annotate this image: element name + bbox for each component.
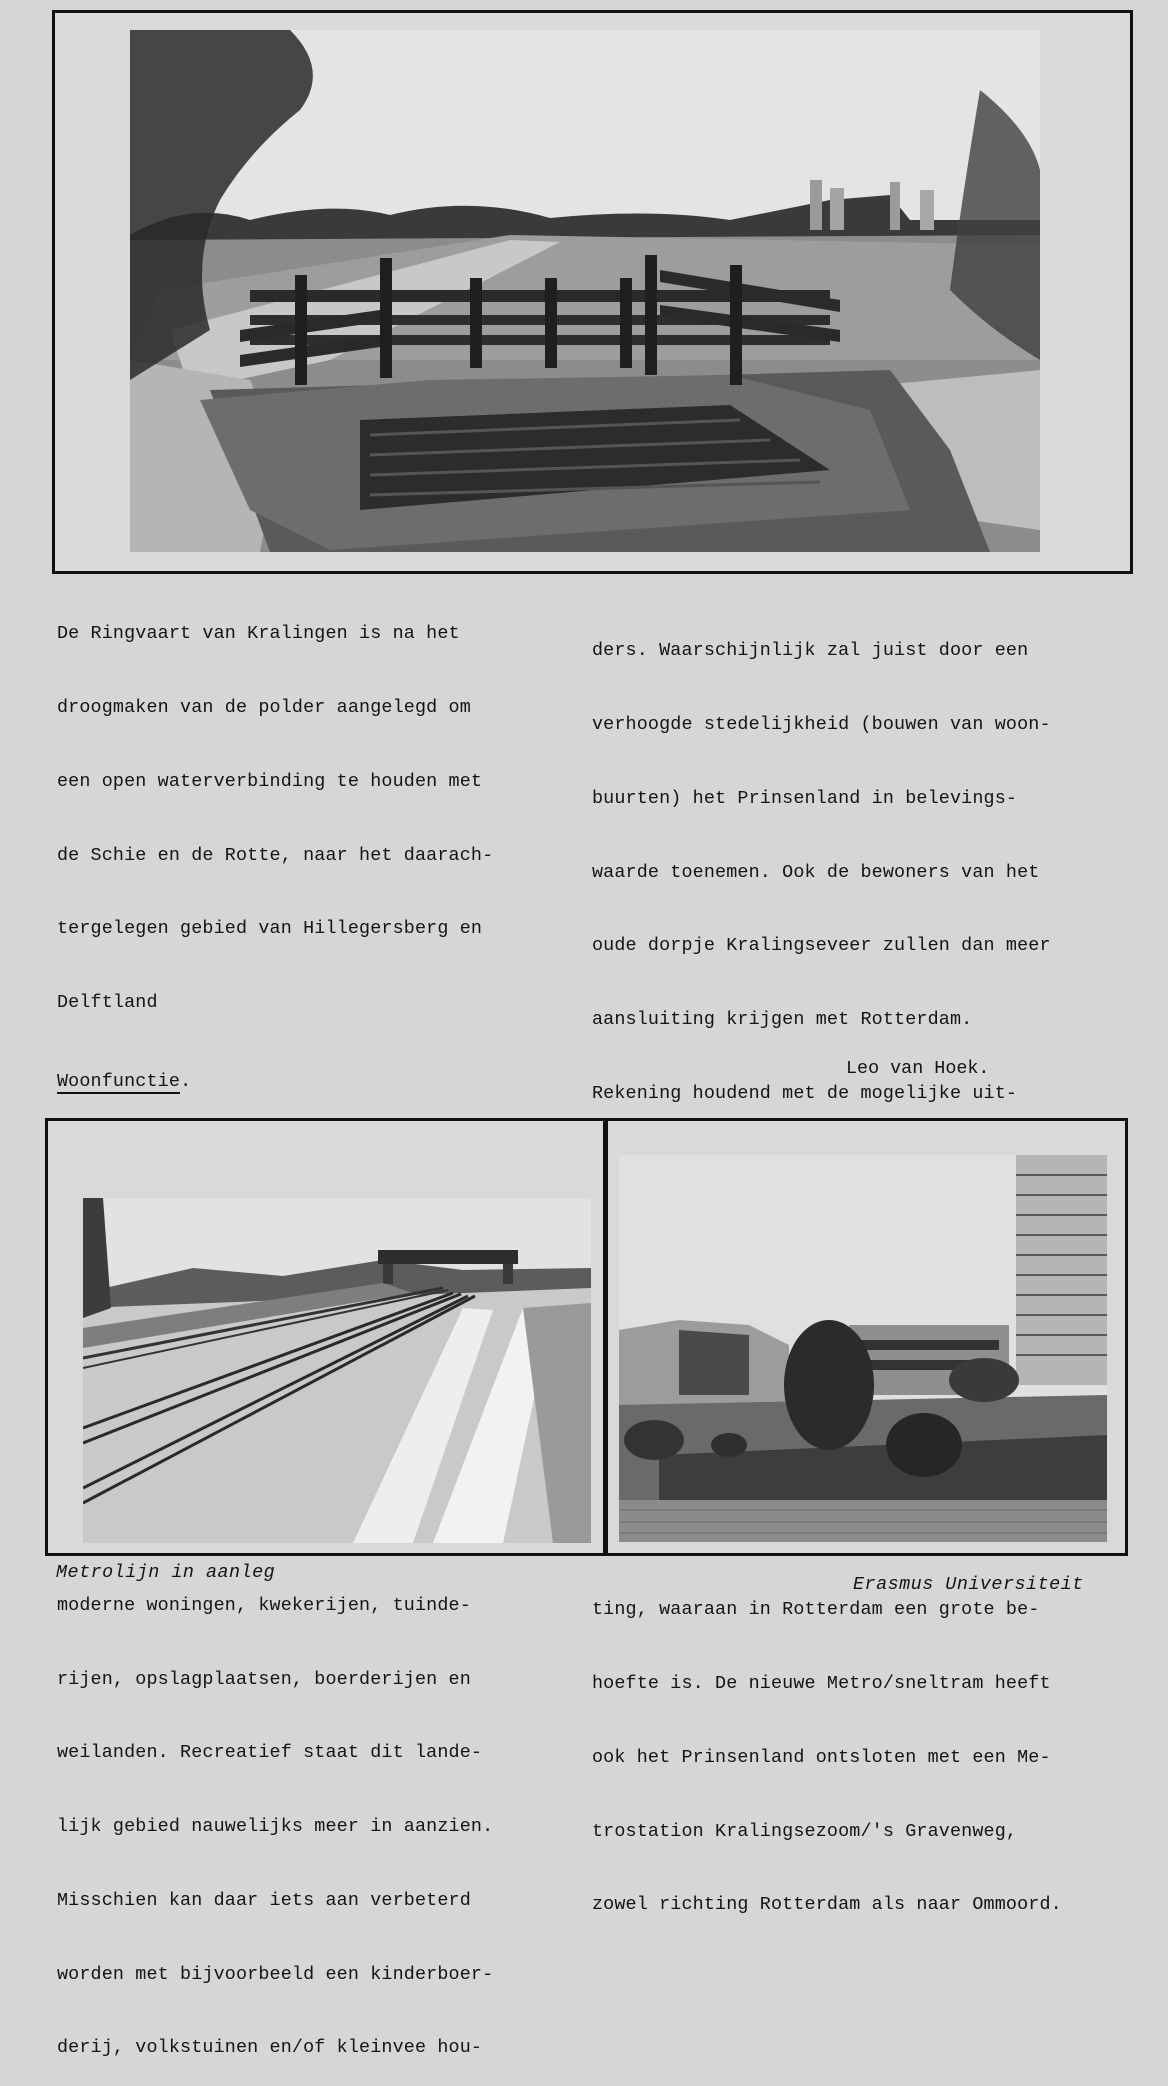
intro-line: droogmaken van de polder aangelegd om: [57, 696, 471, 718]
body-line: ders. Waarschijnlijk zal juist door een: [592, 640, 1029, 662]
body-line: ook het Prinsenland ontsloten met een Me-: [592, 1746, 1051, 1768]
section-heading-suffix: .: [180, 1070, 192, 1092]
intro-line: de Schie en de Rotte, naar het daarach-: [57, 844, 494, 866]
body-line: verhoogde stedelijkheid (bouwen van woon-: [592, 713, 1051, 735]
erasmus-caption: Erasmus Universiteit: [853, 1574, 1084, 1595]
body-line: moderne woningen, kwekerijen, tuinde-: [57, 1594, 471, 1616]
erasmus-university-photo: [619, 1155, 1107, 1542]
intro-line: tergelegen gebied van Hillegersberg en: [57, 918, 483, 940]
body-line: derij, volkstuinen en/of kleinvee hou-: [57, 2037, 483, 2059]
body-line: Misschien kan daar iets aan verbeterd: [57, 1889, 471, 1911]
body-line: zowel richting Rotterdam als naar Ommoord.: [592, 1894, 1062, 1916]
ringvaart-photo: [130, 30, 1040, 552]
body-line: buurten) het Prinsenland in belevings-: [592, 787, 1018, 809]
section-heading: Woonfunctie: [57, 1070, 181, 1092]
body-line: waarde toenemen. Ook de bewoners van het: [592, 861, 1040, 883]
intro-line: De Ringvaart van Kralingen is na het: [57, 623, 460, 645]
metro-construction-photo: [83, 1198, 591, 1543]
body-line: rijen, opslagplaatsen, boerderijen en: [57, 1668, 471, 1690]
body-line: weilanden. Recreatief staat dit lande-: [57, 1742, 483, 1764]
intro-line: Delftland: [57, 992, 158, 1014]
body-line: hoefte is. De nieuwe Metro/sneltram heeft: [592, 1673, 1051, 1695]
body-line: trostation Kralingsezoom/'s Gravenweg,: [592, 1820, 1018, 1842]
body-line: ting, waaraan in Rotterdam een grote be-: [592, 1599, 1040, 1621]
intro-line: een open waterverbinding te houden met: [57, 770, 483, 792]
metro-caption: Metrolijn in aanleg: [56, 1562, 276, 1583]
body-line: Rekening houdend met de mogelijke uit-: [592, 1082, 1018, 1104]
author-signature: Leo van Hoek.: [846, 1058, 990, 1079]
body-line: worden met bijvoorbeeld een kinderboer-: [57, 1963, 494, 1985]
body-line: lijk gebied nauwelijks meer in aanzien.: [57, 1816, 494, 1838]
body-line: oude dorpje Kralingseveer zullen dan meer: [592, 935, 1051, 957]
body-line: aansluiting krijgen met Rotterdam.: [592, 1009, 973, 1031]
section-heading-line: [57, 1065, 493, 1102]
